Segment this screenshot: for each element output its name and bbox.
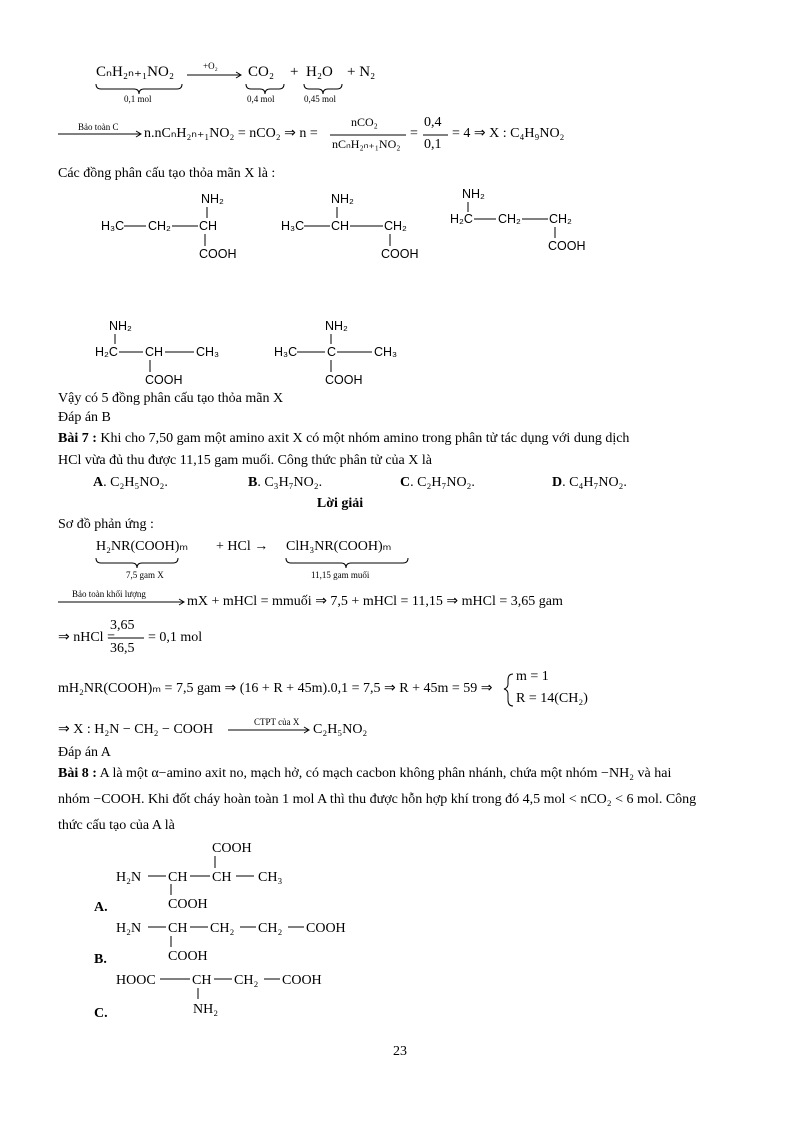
svg-text:CH: CH	[212, 870, 232, 885]
eq1-n2: + N₂	[347, 64, 376, 80]
eq2-frac2-num: 0,4	[424, 115, 442, 130]
isomer-1-c2: CH₂	[148, 219, 171, 233]
bai8-option-b	[94, 921, 346, 967]
svg-text:COOH: COOH	[168, 949, 208, 964]
bai7-option-d: D. C₄H₇NO₂.	[552, 475, 627, 490]
bai8-option-c	[94, 973, 322, 1021]
reaction-right: ClH₃NR(COOH)ₘ	[286, 539, 392, 554]
isomer-3-cooh: COOH	[548, 239, 586, 253]
isomer-4-c1: H₂C	[95, 345, 118, 359]
isomer-3-c2: CH₂	[498, 212, 521, 226]
svg-text:HOOC: HOOC	[116, 973, 156, 988]
conservation-label: Bảo toàn khối lượng	[72, 589, 146, 599]
svg-text:NH₂: NH₂	[193, 1002, 219, 1017]
svg-text:CH₂: CH₂	[210, 921, 235, 936]
eq1-reactant-amount: 0,1 mol	[124, 94, 152, 104]
isomer-3-c1: H₂C	[450, 212, 473, 226]
reaction-mid: + HCl →	[216, 539, 269, 554]
svg-text:A.: A.	[94, 900, 108, 915]
isomer-2-c3: CH₂	[384, 219, 407, 233]
eq1-h2o: H₂O	[306, 64, 333, 80]
isomer-5-cooh: COOH	[325, 373, 363, 387]
isomer-5-c1: H₃C	[274, 345, 298, 359]
svg-text:H₂N: H₂N	[116, 870, 142, 885]
isomer-4-c2: CH	[145, 345, 164, 359]
bai7-text1: Khi cho 7,50 gam một amino axit X có một nhóm amino trong phân tử tác dụng với dung dịch	[96, 431, 630, 446]
bai7-option-b: B. C₃H₇NO₂.	[248, 475, 323, 490]
eq1-co2-amount: 0,4 mol	[247, 94, 275, 104]
nhcl-den: 36,5	[110, 641, 135, 656]
system-eq2: R = 14(CH₂)	[516, 691, 588, 706]
svg-text:COOH: COOH	[168, 897, 208, 912]
solution-title: Lời giải	[316, 496, 364, 511]
svg-text:CH₂: CH₂	[258, 921, 283, 936]
nhcl-left: ⇒ nHCl =	[58, 630, 115, 645]
eq2-frac1-den: nCₙH₂ₙ₊₁NO₂	[332, 137, 401, 151]
scheme-title: Sơ đồ phản ứng :	[58, 517, 154, 532]
isomer-2-c2: CH	[331, 219, 350, 233]
isomer-3-nh2: NH₂	[462, 187, 485, 201]
svg-text:C.: C.	[94, 1006, 108, 1021]
isomer-1-c1: H₃C	[101, 219, 125, 233]
system-eq1: m = 1	[516, 669, 549, 684]
mass-eq: mH₂NR(COOH)ₘ = 7,5 gam ⇒ (16 + R + 45m).0,1 = 7,5 ⇒ R + 45m = 59 ⇒	[58, 681, 493, 696]
isomer-5-c3: CH₃	[374, 345, 398, 359]
eq1-arrow-label: +O₂	[203, 61, 218, 71]
bai7-option-c: C. C₂H₇NO₂.	[400, 475, 475, 490]
eq2-left: n.nCₙH₂ₙ₊₁NO₂ = nCO₂ ⇒ n =	[144, 126, 318, 141]
reaction-left: H₂NR(COOH)ₘ	[96, 539, 189, 554]
isomer-5-c2: C	[327, 345, 337, 359]
eq1-reactant: CₙH₂ₙ₊₁NO₂	[96, 64, 175, 80]
page-number: 23	[393, 1044, 407, 1059]
svg-text:CH₂: CH₂	[234, 973, 259, 988]
bai7-label: Bài 7 :	[58, 431, 97, 446]
isomer-1-nh2: NH₂	[201, 192, 224, 206]
isomer-5-nh2: NH₂	[325, 319, 348, 333]
eq2-right: = 4 ⇒ X : C₄H₉NO₂	[452, 126, 565, 141]
svg-text:B.: B.	[94, 952, 107, 967]
svg-text:H₂N: H₂N	[116, 921, 142, 936]
svg-text:CH: CH	[168, 921, 188, 936]
eq2-frac2-den: 0,1	[424, 137, 442, 152]
bai7-option-a: A. C₂H₅NO₂.	[93, 475, 168, 490]
isomer-2-cooh: COOH	[381, 247, 419, 261]
eq2-equals: =	[410, 126, 418, 141]
x-molecular-formula: C₂H₅NO₂	[313, 722, 368, 737]
eq1-h2o-amount: 0,45 mol	[304, 94, 337, 104]
x-formula: ⇒ X : H₂N − CH₂ − COOH	[58, 722, 214, 737]
conservation-eq: mX + mHCl = mmuối ⇒ 7,5 + mHCl = 11,15 ⇒ mHCl = 3,65 gam	[187, 594, 563, 609]
eq2-frac1-num: nCO₂	[351, 115, 378, 129]
reaction-right-amount: 11,15 gam muối	[311, 570, 370, 580]
conclusion-text: Vậy có 5 đồng phân cấu tạo thỏa mãn X	[58, 391, 284, 406]
svg-text:CH: CH	[192, 973, 212, 988]
reaction-left-amount: 7,5 gam X	[126, 570, 164, 580]
svg-text:COOH: COOH	[306, 921, 346, 936]
bai8-text1: A là một α−amino axit no, mạch hở, có mạch cacbon không phân nhánh, chứa một nhóm −NH₂ và hai	[96, 766, 672, 781]
bai8-option-a	[94, 841, 282, 915]
eq2-arrow-label: Bảo toàn C	[78, 122, 119, 132]
answer-bai6: Đáp án B	[58, 410, 111, 425]
isomer-2-c1: H₃C	[281, 219, 305, 233]
nhcl-num: 3,65	[110, 618, 135, 633]
bai8-question-line2: nhóm −COOH. Khi đốt cháy hoàn toàn 1 mol A thì thu được hỗn hợp khí trong đó 4,5 mol < nCO₂ < 6 mol. Công	[58, 792, 697, 807]
isomer-1-cooh: COOH	[199, 247, 237, 261]
isomer-4-c3: CH₃	[196, 345, 220, 359]
answer-bai7: Đáp án A	[58, 745, 111, 760]
svg-text:CH: CH	[168, 870, 188, 885]
isomer-1-c3: CH	[199, 219, 218, 233]
bai7-question-line2: HCl vừa đủ thu được 11,15 gam muối. Công thức phân tử của X là	[58, 453, 432, 468]
bai8-label: Bài 8 :	[58, 766, 97, 781]
eq1-plus: +	[290, 64, 299, 80]
eq1-co2: CO₂	[248, 64, 275, 80]
nhcl-right: = 0,1 mol	[148, 630, 203, 645]
isomer-2-nh2: NH₂	[331, 192, 354, 206]
isomer-4-nh2: NH₂	[109, 319, 132, 333]
x-arrow-label: CTPT của X	[254, 717, 300, 727]
isomer-4-cooh: COOH	[145, 373, 183, 387]
svg-text:COOH: COOH	[212, 841, 252, 856]
bai8-question-line3: thức cấu tạo của A là	[58, 818, 175, 833]
svg-text:COOH: COOH	[282, 973, 322, 988]
isomer-3-c3: CH₂	[549, 212, 572, 226]
isomers-intro: Các đồng phân cấu tạo thỏa mãn X là :	[58, 166, 276, 181]
svg-text:CH₃: CH₃	[258, 870, 283, 885]
